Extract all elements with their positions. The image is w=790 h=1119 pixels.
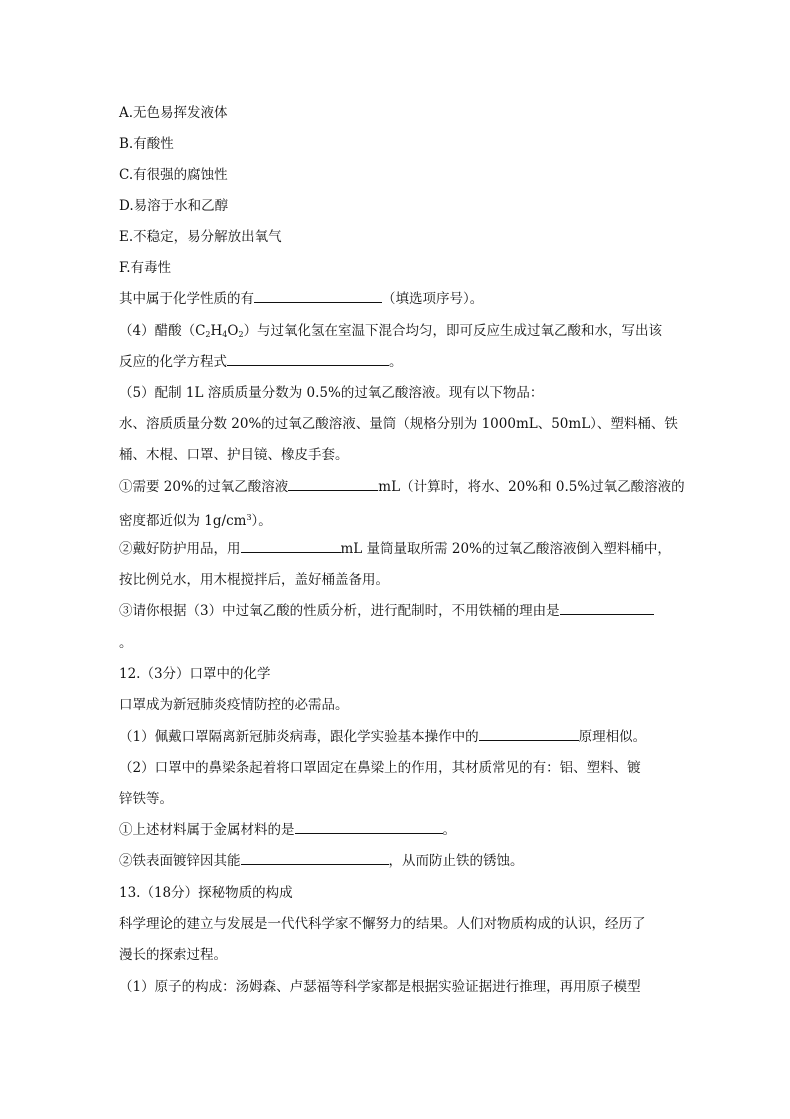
q5-line1: （5）配制 1L 溶质质量分数为 0.5%的过氧乙酸溶液。现有以下物品： [119,385,544,401]
answer-blank[interactable] [560,602,654,615]
q12-item1 [119,820,456,840]
subscript: 4 [222,330,228,339]
answer-blank[interactable] [241,540,341,553]
question-text: ①上述材料属于金属材料的是 [119,822,295,838]
question-text: 。 [389,354,403,370]
question-text: 原理相似。 [578,729,647,745]
subscript: 2 [205,330,211,339]
question-text: 反应的化学方程式 [119,354,227,370]
answer-blank[interactable] [241,852,389,865]
q5-item1 [119,477,685,497]
q12-title: 12.（3分）口罩中的化学 [119,666,271,682]
q5-item2-line2: 按比例兑水，用木棍搅拌后，盖好桶盖备用。 [119,572,389,588]
q4-line1 [119,321,662,345]
option-f: F.有毒性 [119,260,172,276]
question-text: （填选项序号）。 [382,291,484,307]
question-text: mL（计算时，将水、20%和 0.5%过氧乙酸溶液的 [378,479,685,495]
answer-blank[interactable] [479,728,579,741]
q13-intro-line1: 科学理论的建立与发展是一代代科学家不懈努力的结果。人们对物质构成的认识，经历了 [119,916,646,932]
q13-p1-line1: （1）原子的构成：汤姆森、卢瑟福等科学家都是根据实验证据进行推理，再用原子模型 [119,979,641,995]
option-b: B.有酸性 [119,136,174,152]
option-a: A.无色易挥发液体 [119,105,228,121]
q12-intro: 口罩成为新冠肺炎疫情防控的必需品。 [119,697,349,713]
question-text: 密度都近似为 1g/cm [119,513,247,529]
q5-line3: 桶、木棍、口罩、护目镜、橡皮手套。 [119,447,349,463]
q13-intro-line2: 漫长的探索过程。 [119,947,227,963]
option-c: C.有很强的腐蚀性 [119,167,228,183]
question-text: 其中属于化学性质的有 [119,291,254,307]
question-text: ②戴好防护用品，用 [119,541,241,557]
answer-blank[interactable] [288,478,378,491]
question-text: H [210,323,223,339]
q12-p1 [119,727,646,747]
q5-item1-line2 [119,508,272,531]
chem-property-question [119,289,483,309]
question-text: ①需要 20%的过氧乙酸溶液 [119,479,289,495]
q5-line2: 水、溶质质量分数 20%的过氧乙酸溶液、量筒（规格分别为 1000mL、50mL）、塑料桶、铁 [119,416,678,432]
question-text: ）。 [251,513,272,529]
question-text: ，从而防止铁的锈蚀。 [388,853,524,869]
question-text: ③请你根据（3）中过氧乙酸的性质分析，进行配制时，不用铁桶的理由是 [119,603,560,619]
question-text: （1）佩戴口罩隔离新冠肺炎病毒，跟化学实验基本操作中的 [119,729,479,745]
q13-title: 13.（18分）探秘物质的构成 [119,885,293,901]
question-text: ②铁表面镀锌因其能 [119,853,241,869]
q12-p2-line2: 锌铁等。 [119,791,173,807]
question-text: mL 量筒量取所需 20%的过氧乙酸溶液倒入塑料桶中， [340,541,671,557]
q12-p2-line1: （2）口罩中的鼻梁条起着将口罩固定在鼻梁上的作用，其材质常见的有：铝、塑料、镀 [119,760,641,776]
q5-item2 [119,539,671,559]
answer-blank[interactable] [295,821,443,834]
question-text: （4）醋酸（C [119,323,206,339]
q5-item3 [119,601,654,621]
q12-item2 [119,851,524,871]
answer-blank[interactable] [254,290,382,303]
subscript: 2 [238,330,244,339]
question-text: ）与过氧化氢在室温下混合均匀，即可反应生成过氧乙酸和水，写出该 [243,323,663,339]
option-d: D.易溶于水和乙醇 [119,198,229,214]
q5-item3-line2: 。 [119,635,133,651]
question-text: 。 [442,822,456,838]
option-e: E.不稳定，易分解放出氧气 [119,229,282,245]
answer-blank[interactable] [227,353,389,366]
superscript: 3 [246,513,252,522]
q4-line2 [119,352,403,372]
question-text: O [227,323,239,339]
